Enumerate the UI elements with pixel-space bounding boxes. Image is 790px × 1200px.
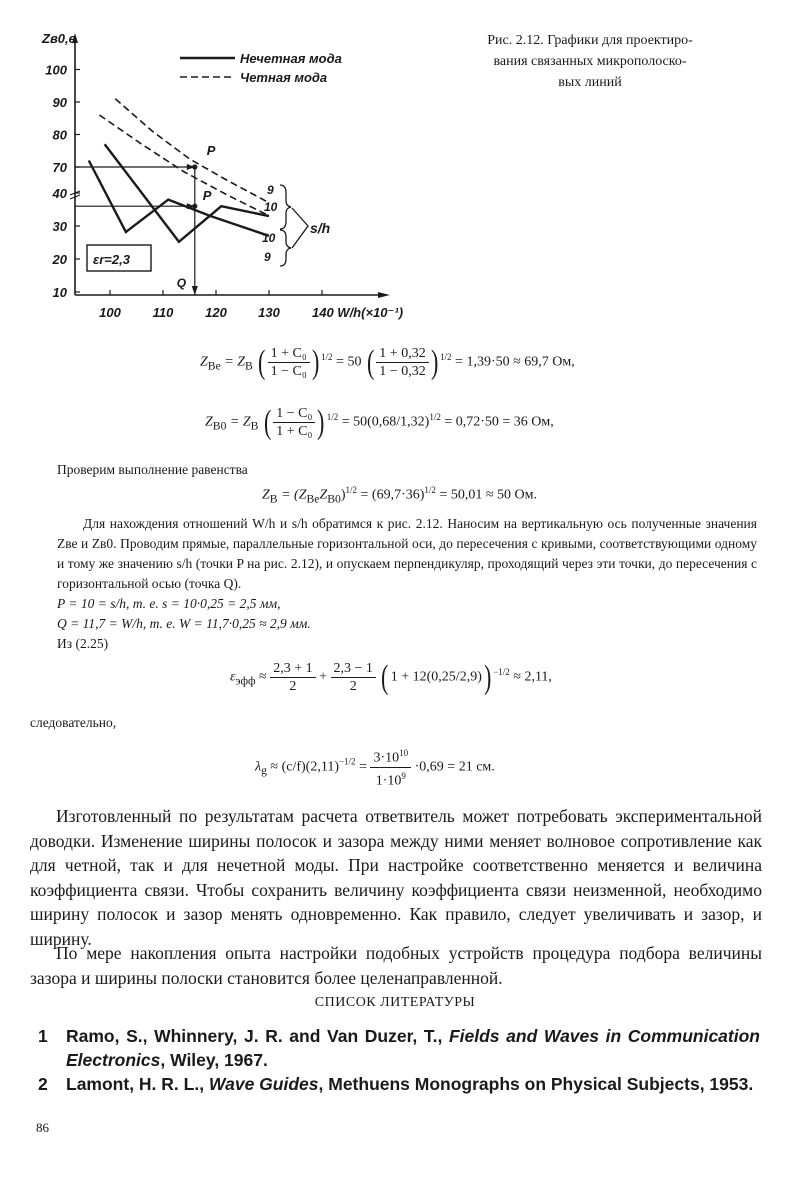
eq4-plus: +	[319, 669, 328, 685]
eq4-result: ≈ 2,11,	[513, 669, 552, 685]
series-line-4	[89, 161, 269, 236]
line-p: P = 10 = s/h, т. е. s = 10·0,25 = 2,5 мм,	[57, 596, 281, 611]
equation-eps-eff: $\varepsilon_{эфф}$ ≈ $\frac{2,3 + 1}{2}$ + $\frac{2,3 - 1}{2}$ ( 1 + 12(0,25/2,9)) $^{-1/2}$ ≈ 2,11,	[230, 658, 552, 696]
references-title: СПИСОК ЛИТЕРАТУРЫ	[314, 995, 476, 1010]
x-tick-label-100: 100	[99, 305, 121, 320]
eq1-eq: = 50	[336, 354, 362, 370]
eq4-d2: 2	[349, 679, 357, 694]
eq2-result: = 0,72·50 = 36 Ом,	[444, 414, 554, 430]
equation-lambda-g	[255, 745, 495, 789]
eq1-den: 1 − C₀	[270, 364, 307, 379]
reference-2-authors: Lamont, H. R. L.,	[66, 1074, 209, 1094]
eq4-d1: 2	[289, 679, 297, 694]
eq2-lhs-sub: B0	[212, 419, 227, 433]
reference-2-number: 2	[38, 1074, 48, 1094]
sh-label: s/h	[310, 220, 331, 236]
equation-z-check	[262, 485, 537, 505]
eq1-num: 1 + C₀	[268, 345, 310, 363]
eq1-mid: = Z	[224, 354, 245, 370]
x-tick-label-120: 120	[205, 305, 227, 320]
legend-label-even: Четная мода	[240, 70, 328, 85]
reference-1	[30, 1024, 760, 1072]
y-tick-label-80: 80	[52, 127, 67, 143]
x-axis-label: 140 W/h(×10⁻¹)	[312, 305, 404, 320]
reference-1-title: Fields and Waves in Communication Electronics	[66, 1026, 760, 1070]
equation-z-b0: $Z_{B0} = Z_B$ ( $\frac{\text{1 − C₀}}{\text{1 + C₀}}$ ) $^{1/2} = 50(0,68/1,32)^{1/2} = 0,72\cdot 50 = 36$ Ом,	[205, 403, 554, 441]
eq1-pow2: 1/2	[440, 352, 452, 363]
reference-2-publisher: , Methuens Monographs on Physical Subjects, 1953.	[318, 1074, 754, 1094]
reference-1-number: 1	[38, 1026, 48, 1046]
eq3-body: = (Z	[281, 487, 307, 503]
sh-label-10-dashed: 10	[264, 200, 278, 214]
series-line-2	[99, 115, 269, 216]
equation-z-be: $Z_{Bе} = Z_B$ ( $\frac{\text{1 + C₀}}{\text{1 − C₀}}$ ) $^{1/2}$ = 50 ( $\frac{1 + 0,32}{1 - 0,32}$ ) $^{1/2}$ = 1,39·50 ≈ 69,7 Ом,	[200, 343, 575, 381]
caption-line-1: Рис. 2.12. Графики для проектиро-	[487, 33, 693, 48]
eq3-res2: = 50,01 ≈ 50 Ом.	[439, 487, 537, 503]
y-tick-label-90: 90	[52, 95, 67, 110]
y-tick-label-20: 20	[52, 252, 67, 267]
eq4-inner: 1 + 12(0,25/2,9)	[390, 669, 482, 685]
y-tick-label-100: 100	[45, 62, 67, 78]
eq2-pow: 1/2	[326, 412, 339, 423]
y-tick-label-40: 40	[52, 186, 67, 201]
eq3-pow2: 1/2	[424, 485, 436, 495]
eq2-mid-sub: B	[250, 419, 259, 433]
y-tick-label-30: 30	[52, 219, 67, 234]
reference-2-title: Wave Guides	[208, 1074, 319, 1094]
point-p-lower-dot	[192, 204, 197, 209]
eq5-den: 1·10	[375, 773, 402, 789]
eq3-sub3: B0	[327, 492, 341, 506]
eq3-res: = (69,7·36)	[360, 487, 425, 503]
eq4-n1: 2,3 + 1	[270, 660, 315, 678]
eq2-pow2: 1/2	[429, 412, 441, 423]
eq5-num-pow: 10	[399, 748, 409, 758]
eq1-mid-sub: B	[244, 359, 253, 373]
eq1-lhs-sub: Bе	[207, 359, 221, 373]
x-tick-label-110: 110	[152, 305, 174, 320]
reference-1-publisher: , Wiley, 1967.	[160, 1050, 268, 1070]
eq5-result: ·0,69 = 21 см.	[414, 759, 495, 775]
point-p-upper-dot	[192, 164, 197, 169]
page-number: 86	[36, 1120, 49, 1135]
x-tick-label-130: 130	[258, 305, 280, 320]
eq5-num: 3·10	[373, 750, 400, 766]
eq5-lhs-sub: g	[261, 764, 267, 778]
eq3-pow: 1/2	[345, 485, 358, 495]
eq1-pow: 1/2	[321, 352, 333, 363]
sh-label-9-solid: 9	[264, 250, 271, 264]
eq5-den-pow: 9	[401, 770, 406, 781]
eq2-num: 1 − C₀	[273, 405, 315, 423]
eq3-body2: Z	[319, 487, 328, 503]
therefore-text: следовательно,	[30, 715, 117, 730]
paragraph-experience: По мере накопления опыта настройки подобных устройств процедура подбора величины зазора и ширины полоски становится более целенаправленной.	[30, 943, 762, 988]
eq4-n2: 2,3 − 1	[331, 660, 376, 678]
eq1-num2: 1 + 0,32	[376, 345, 428, 363]
eq2-den: 1 + C₀	[276, 424, 313, 439]
eq4-approx: ≈	[259, 669, 267, 685]
eq4-lhs-sub: эфф	[235, 674, 256, 688]
eq2-mid-result: = 50(0,68/1,32)	[341, 414, 430, 430]
point-p-upper: P	[206, 143, 216, 158]
line-q: Q = 11,7 = W/h, т. е. W = 11,7·0,25 ≈ 2,9 мм.	[57, 616, 311, 631]
construction-arrow-vertical	[192, 286, 198, 295]
eq1-result: = 1,39·50 ≈ 69,7 Ом,	[455, 354, 575, 370]
paragraph-method: Для нахождения отношений W/h и s/h обратимся к рис. 2.12. Наносим на вертикальную ось полученные значения Zве и Zв0. Проводим прямые, параллельные горизонтальной оси, до пересечения с кривыми, соответствующими одному и тому же значению s/h (точки P на рис. 2.12), и опускаем перпендикуляр, проходящий через эти точки, до пересечения с горизонтальной осью (точка Q).	[57, 516, 757, 591]
eq5-body: ≈ (c/f)(2,11)	[270, 759, 339, 775]
eq3-sub2: Bе	[306, 492, 320, 506]
legend-label-odd: Нечетная мода	[240, 51, 342, 66]
eq4-pow: −1/2	[493, 667, 510, 678]
eq2-lhs: Z	[205, 414, 213, 430]
eq2-mid: = Z	[229, 414, 251, 430]
reference-1-authors: Ramo, S., Whinnery, J. R. and Van Duzer, T.,	[66, 1026, 449, 1046]
reference-2	[30, 1072, 760, 1096]
check-text: Проверим выполнение равенства	[57, 462, 248, 477]
y-axis-label: Zв0,е	[42, 31, 76, 46]
eq5-pow: −1/2	[338, 756, 356, 767]
eq3-lhs-sub: B	[269, 492, 278, 506]
sh-label-9-dashed: 9	[267, 183, 274, 197]
caption-line-3: вых линий	[558, 75, 622, 90]
eq1-lhs: Z	[200, 354, 208, 370]
brace-upper	[280, 185, 291, 229]
point-p-lower: P	[202, 188, 212, 204]
line-iz: Из (2.25)	[57, 636, 109, 651]
y-tick-label-70: 70	[52, 160, 67, 175]
x-axis-arrow	[378, 292, 390, 298]
eq3-tail: )	[340, 487, 346, 503]
paragraph-tuning: Изготовленный по результатам расчета ответвитель может потребовать экспериментальной доводки. Изменение ширины полосок и зазора между ними меняет волновое сопротивление как для четной, так и для нечетной моды. При настройке соответственно меняется и величина коэффициента связи. Чтобы сохранить величину коэффициента связи неизменной, необходимо ширину полосок и зазор менять одновременно. Как правило, следует увеличивать и зазор, и ширину.	[30, 806, 762, 949]
y-tick-label-10: 10	[52, 285, 67, 300]
point-q: Q	[176, 276, 187, 290]
brace-lower	[280, 230, 291, 266]
figure-caption	[455, 30, 725, 93]
er-label: εr=2,3	[93, 252, 130, 267]
eq1-den2: 1 − 0,32	[379, 364, 426, 379]
eq5-eq: =	[359, 759, 367, 775]
sh-label-10-solid: 10	[262, 231, 276, 245]
eq4-lhs: ε	[230, 669, 236, 685]
figure-2-12	[30, 25, 450, 335]
caption-line-2: вания связанных микрополоско-	[493, 54, 687, 69]
eq3-lhs: Z	[262, 487, 270, 503]
eq5-lhs: λ	[255, 759, 262, 775]
brace-joiner	[292, 208, 308, 248]
